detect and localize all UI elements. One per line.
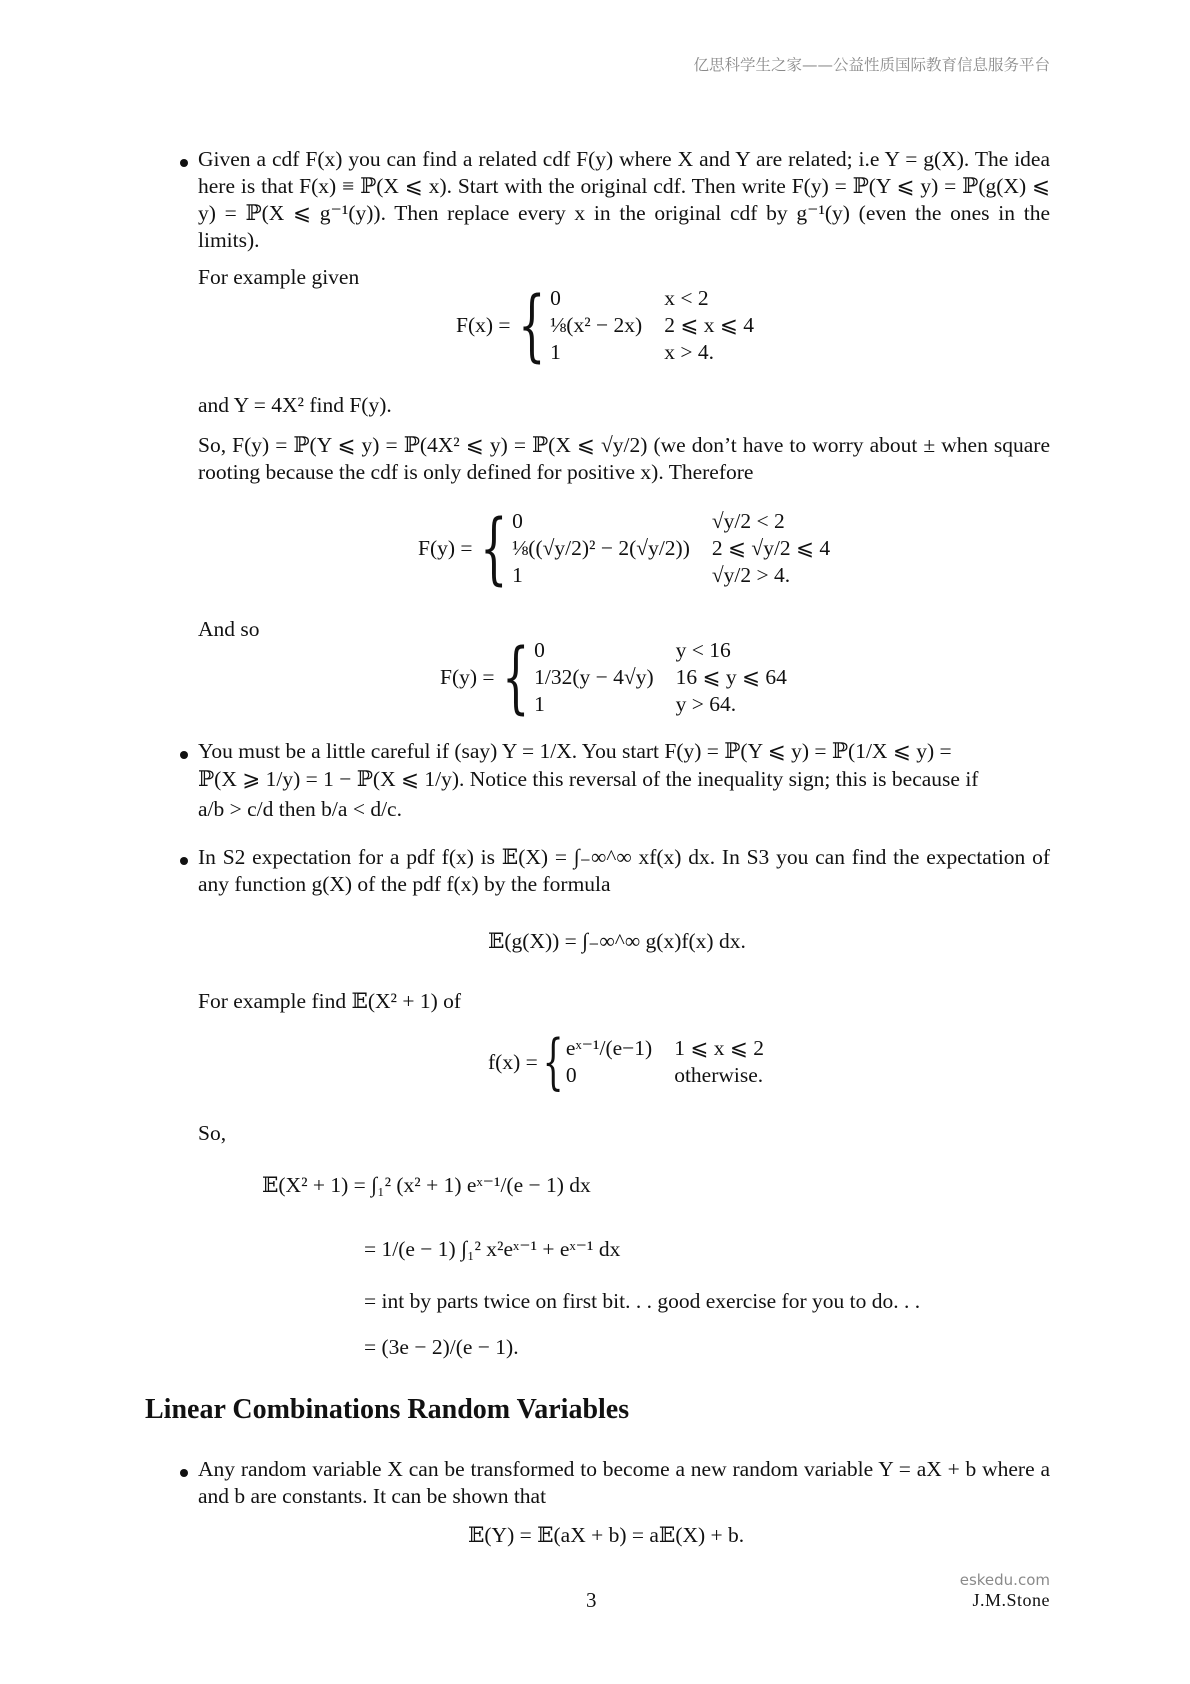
case-value: 1/32(y − 4√y) bbox=[534, 665, 654, 689]
case-condition: x > 4. bbox=[664, 340, 714, 364]
case-condition: √y/2 > 4. bbox=[711, 563, 791, 587]
bullet-marker bbox=[178, 742, 190, 754]
eq2-lhs: F(y) = bbox=[418, 536, 473, 560]
derivation-line-4: = (3e − 2)/(e − 1). bbox=[364, 1335, 519, 1359]
eq3-lhs: F(y) = bbox=[440, 665, 495, 689]
bullet3-paragraph: In S2 expectation for a pdf f(x) is 𝔼(X) = ∫₋∞^∞ xf(x) dx. In S3 you can find the expectation of any function g(X) of the pdf f(x) by the formula bbox=[198, 845, 1050, 896]
bullet-marker bbox=[178, 1460, 190, 1472]
example-intro: For example given bbox=[198, 265, 360, 289]
so-paragraph: So, F(y) = ℙ(Y ⩽ y) = ℙ(4X² ⩽ y) = ℙ(X ⩽ √y/2) (we don’t have to worry about ± when square rooting because the cdf is only defined for positive x). Therefore bbox=[198, 433, 1050, 484]
brace-icon: { bbox=[501, 632, 530, 723]
equation-linear-expectation: 𝔼(Y) = 𝔼(aX + b) = a𝔼(X) + b. bbox=[468, 1523, 745, 1547]
eq1-lhs: F(x) = bbox=[456, 313, 511, 337]
eq1-cases bbox=[550, 285, 754, 366]
so-label: So, bbox=[198, 1121, 227, 1145]
case-value: 0 bbox=[565, 1063, 577, 1087]
eq5-lhs: f(x) = bbox=[488, 1049, 538, 1074]
equation-cdf-fy-2 bbox=[440, 632, 787, 723]
eq2-cases bbox=[512, 508, 830, 589]
bullet2-line1: You must be a little careful if (say) Y = 1/X. You start F(y) = ℙ(Y ⩽ y) = ℙ(1/X ⩽ y) = bbox=[198, 739, 952, 763]
case-condition: 1 ⩽ x ⩽ 2 bbox=[674, 1036, 764, 1060]
case-value: 1 bbox=[512, 563, 523, 587]
example-find: For example find 𝔼(X² + 1) of bbox=[198, 989, 462, 1013]
footer-watermark: eskedu.com bbox=[959, 1571, 1050, 1589]
case-condition: x < 2 bbox=[664, 286, 709, 310]
brace-icon: { bbox=[517, 280, 546, 371]
brace-icon: { bbox=[542, 1027, 564, 1097]
case-condition: y < 16 bbox=[675, 638, 731, 662]
case-value: 1 bbox=[534, 692, 545, 716]
bullet2-line2: ℙ(X ⩾ 1/y) = 1 − ℙ(X ⩽ 1/y). Notice this reversal of the inequality sign; this is because if bbox=[198, 767, 979, 791]
bullet-marker bbox=[178, 150, 190, 162]
derivation-line-3: = int by parts twice on first bit. . . good exercise for you to do. . . bbox=[364, 1289, 921, 1313]
case-value: eˣ⁻¹/(e−1) bbox=[565, 1036, 653, 1060]
bullet1-paragraph: Given a cdf F(x) you can find a related cdf F(y) where X and Y are related; i.e Y = g(X). The idea here is that F(x) ≡ ℙ(X ⩽ x). Start with the original cdf. Then write F(y) = ℙ(Y ⩽ y) = ℙ(g(X) ⩽ y) = ℙ(X ⩽ g⁻¹(y)). Then replace every x in the original cdf by g⁻¹(y) (even the ones in the limits). bbox=[198, 147, 1050, 252]
equation-pdf-fx bbox=[488, 1027, 764, 1097]
case-value: 1 bbox=[550, 340, 561, 364]
equation-expectation-g: 𝔼(g(X)) = ∫₋∞^∞ g(x)f(x) dx. bbox=[488, 929, 746, 953]
and-so: And so bbox=[198, 617, 260, 641]
case-condition: otherwise. bbox=[674, 1063, 764, 1087]
eq5-cases bbox=[566, 1035, 764, 1089]
page-number: 3 bbox=[586, 1588, 597, 1612]
bullet2-line3: a/b > c/d then b/a < d/c. bbox=[198, 797, 402, 821]
case-value: 0 bbox=[550, 286, 561, 310]
bullet4-paragraph: Any random variable X can be transformed to become a new random variable Y = aX + b where a and b are constants. It can be shown that bbox=[198, 1457, 1050, 1508]
case-value: ⅛(x² − 2x) bbox=[550, 313, 643, 337]
case-condition: √y/2 < 2 bbox=[711, 509, 785, 533]
case-value: ⅛((√y/2)² − 2(√y/2)) bbox=[512, 536, 690, 560]
case-value: 0 bbox=[512, 509, 523, 533]
equation-cdf-fy-1 bbox=[418, 503, 831, 594]
eq3-cases bbox=[534, 637, 787, 718]
header-watermark: 亿思科学生之家——公益性质国际教育信息服务平台 bbox=[693, 56, 1050, 74]
equation-cdf-fx bbox=[456, 280, 754, 371]
author-name: J.M.Stone bbox=[972, 1590, 1050, 1610]
case-condition: 2 ⩽ x ⩽ 4 bbox=[664, 313, 754, 337]
case-condition: 2 ⩽ √y/2 ⩽ 4 bbox=[711, 536, 831, 560]
derivation-line-1: 𝔼(X² + 1) = ∫₁² (x² + 1) eˣ⁻¹/(e − 1) dx bbox=[262, 1173, 591, 1197]
bullet-marker bbox=[178, 848, 190, 860]
case-condition: 16 ⩽ y ⩽ 64 bbox=[675, 665, 787, 689]
brace-icon: { bbox=[479, 503, 508, 594]
case-value: 0 bbox=[534, 638, 545, 662]
and-find: and Y = 4X² find F(y). bbox=[198, 393, 392, 417]
derivation-line-2: = 1/(e − 1) ∫₁² x²eˣ⁻¹ + eˣ⁻¹ dx bbox=[364, 1237, 621, 1261]
case-condition: y > 64. bbox=[675, 692, 737, 716]
section-heading: Linear Combinations Random Variables bbox=[145, 1394, 630, 1425]
